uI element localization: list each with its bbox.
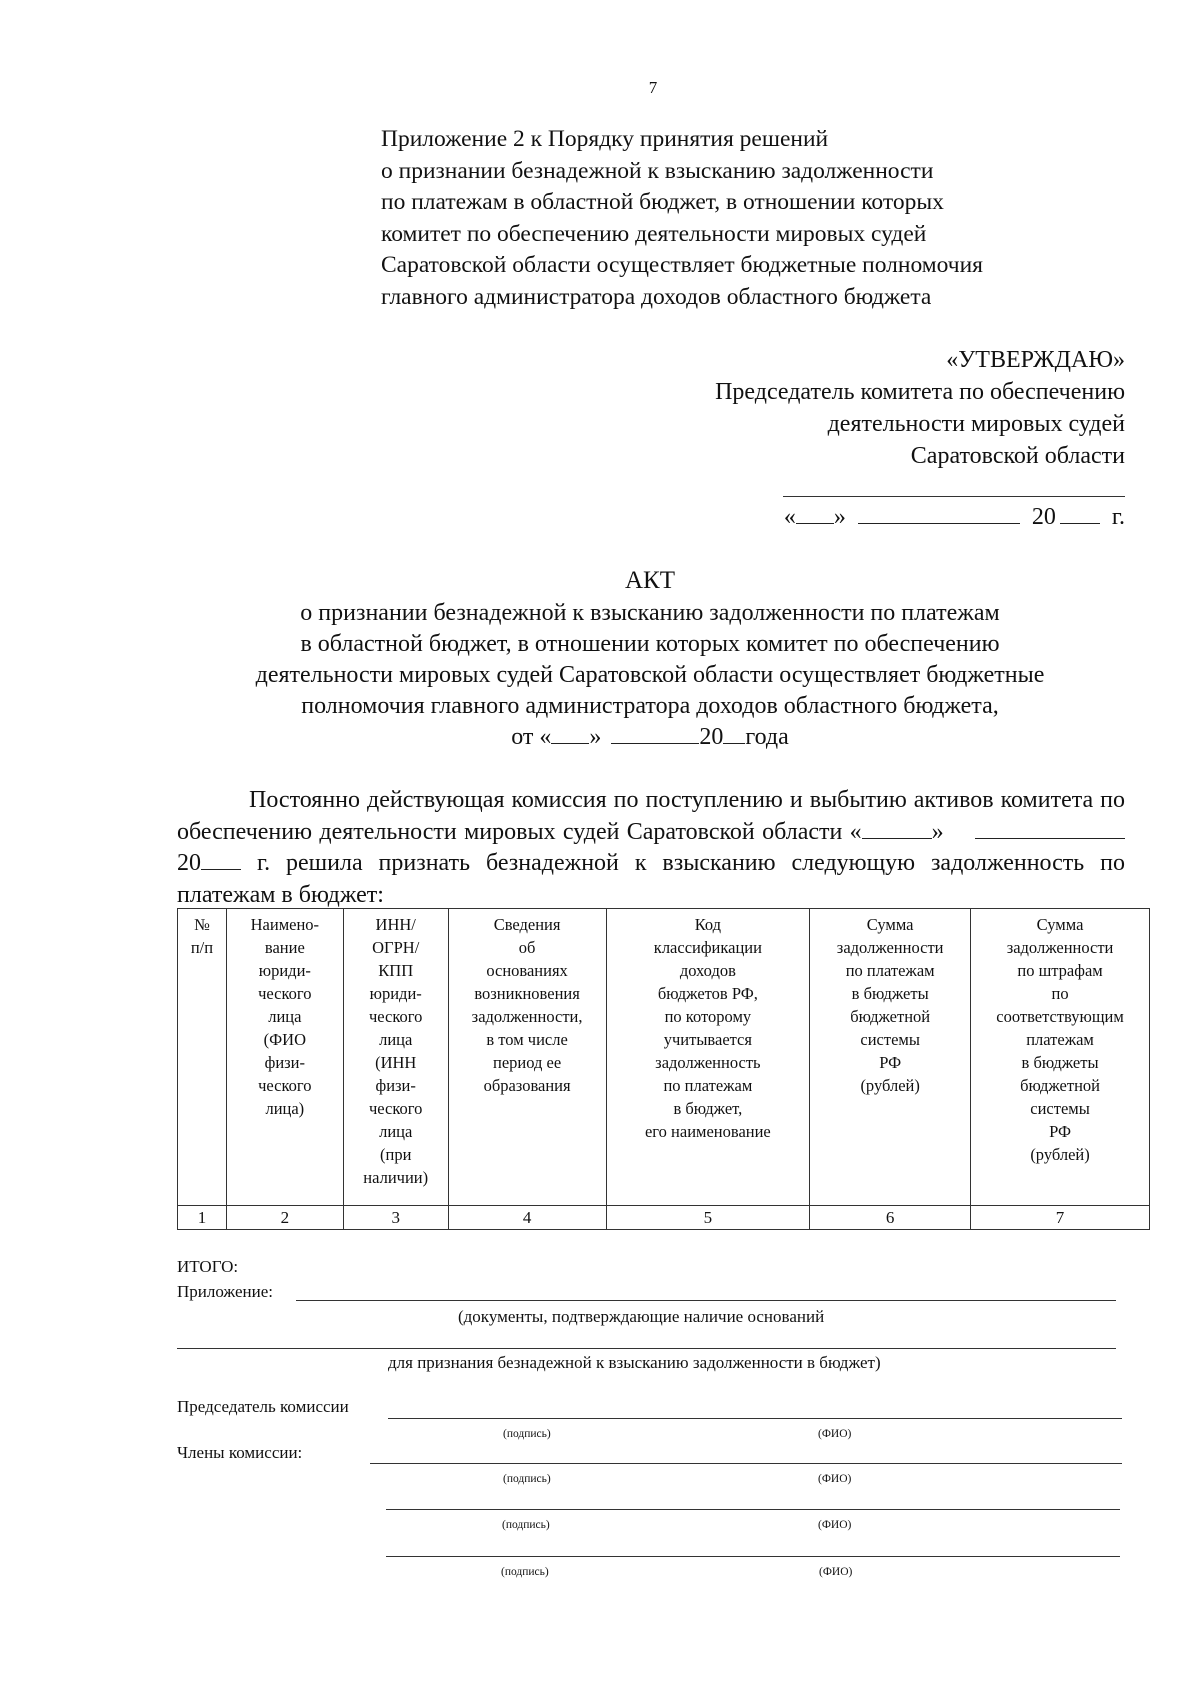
signature-caption: (подпись): [503, 1473, 551, 1485]
header-line: (ИНН: [375, 1053, 417, 1072]
intro-year: 20: [177, 850, 201, 876]
day-blank: [796, 503, 834, 524]
header-number: [178, 909, 227, 1206]
header-sum: [810, 909, 971, 1206]
act-date-year: 20: [699, 724, 724, 750]
member-signature-line: [386, 1556, 1120, 1557]
total-label: ИТОГО:: [177, 1257, 239, 1276]
intro-close-quote: »: [931, 818, 944, 845]
header-line: ческого: [258, 1076, 312, 1095]
debt-table: [177, 908, 1150, 1230]
act-subtitle-line: о признании безнадежной к взысканию задолженности по платежам: [300, 600, 1000, 626]
header-line: ОГРН/: [372, 938, 420, 957]
appendix-note: [381, 124, 983, 313]
act-date-prefix: от «: [511, 724, 552, 750]
act-title: АКТ: [625, 567, 675, 594]
intro-open-quote: «: [849, 818, 862, 845]
members-label: Члены комиссии:: [177, 1443, 303, 1462]
header-line: физи-: [264, 1053, 306, 1072]
col-number: 1: [178, 1206, 227, 1230]
name-caption: (ФИО): [818, 1473, 852, 1485]
header-line: лица: [268, 1007, 302, 1026]
month-blank: [858, 503, 1020, 524]
act-date-close: »: [589, 724, 602, 750]
intro-text-1: Постоянно действующая комиссия по поступлению и выбытию активов комитета по обеспечению деятельности мировых судей Саратовской области: [177, 787, 1125, 845]
act-subtitle-line: деятельности мировых судей Саратовской области осуществляет бюджетные: [255, 662, 1045, 688]
signature-caption: (подпись): [503, 1428, 551, 1440]
header-line: задолженности: [836, 938, 944, 957]
header-line: юриди-: [369, 984, 422, 1003]
appendix-line: Приложение 2 к Порядку принятия решений: [381, 126, 829, 152]
intro-day-blank: [862, 818, 932, 839]
attachment-caption: (документы, подтверждающие наличие оснований: [458, 1307, 825, 1326]
approval-block: [715, 344, 1125, 506]
act-year-blank: [723, 723, 745, 744]
header-line: РФ: [1049, 1122, 1071, 1141]
table-number-row: [178, 1206, 1150, 1230]
approval-date: [784, 503, 1125, 531]
header-line: лица): [265, 1099, 305, 1118]
attachment-line-2: [177, 1348, 1116, 1349]
act-title-block: [160, 565, 1140, 753]
col-number: 6: [810, 1206, 971, 1230]
header-line: ческого: [369, 1099, 423, 1118]
col-number: 4: [448, 1206, 606, 1230]
header-line: доходов: [679, 961, 736, 980]
header-code: [606, 909, 810, 1206]
header-line: РФ: [879, 1053, 902, 1072]
name-caption: (ФИО): [818, 1428, 852, 1440]
act-date: [160, 722, 1140, 753]
header-line: бюджетной: [1020, 1076, 1100, 1095]
header-line: п/п: [190, 938, 214, 957]
signature-caption: (подпись): [502, 1519, 550, 1531]
header-line: бюджетов РФ,: [657, 984, 758, 1003]
header-line: учитывается: [663, 1030, 752, 1049]
header-line: бюджетной: [850, 1007, 931, 1026]
table-header-row: [178, 909, 1150, 1206]
date-year: 20: [1031, 504, 1056, 530]
header-line: (при: [380, 1145, 412, 1164]
header-line: (рублей): [1030, 1145, 1090, 1164]
header-line: классификации: [653, 938, 762, 957]
act-date-suffix: года: [745, 724, 789, 750]
act-subtitle-line: полномочия главного администратора доходов областного бюджета,: [301, 693, 999, 719]
header-inn: [343, 909, 448, 1206]
header-line: по которому: [664, 1007, 752, 1026]
header-line: системы: [1030, 1099, 1090, 1118]
header-line: №: [194, 915, 210, 934]
header-line: ческого: [369, 1007, 423, 1026]
header-line: Сумма: [1036, 915, 1084, 934]
header-line: Код: [694, 915, 722, 934]
signature-caption: (подпись): [501, 1566, 549, 1578]
header-line: задолженности: [1006, 938, 1114, 957]
col-number: 5: [606, 1206, 810, 1230]
col-number: 7: [971, 1206, 1150, 1230]
header-line: лица: [379, 1030, 413, 1049]
year-blank: [1060, 503, 1100, 524]
header-grounds: [448, 909, 606, 1206]
header-line: период ее: [492, 1053, 562, 1072]
intro-paragraph: [177, 785, 1125, 911]
approval-line: деятельности мировых судей: [827, 411, 1125, 437]
col-number: 3: [343, 1206, 448, 1230]
header-line: в бюджеты: [1021, 1053, 1099, 1072]
header-line: задолженности,: [471, 1007, 583, 1026]
intro-year-blank: [201, 849, 241, 870]
chair-label: Председатель комиссии: [177, 1397, 349, 1416]
date-open-quote: «: [783, 504, 796, 530]
header-line: платежам: [1026, 1030, 1094, 1049]
header-line: (рублей): [860, 1076, 920, 1095]
header-line: вание: [264, 938, 305, 957]
header-line: задолженность: [655, 1053, 761, 1072]
act-day-blank: [551, 723, 589, 744]
header-line: по: [1051, 984, 1069, 1003]
date-close-quote: »: [833, 504, 846, 530]
name-caption: (ФИО): [819, 1566, 853, 1578]
header-line: его наименование: [644, 1122, 771, 1141]
approval-heading: «УТВЕРЖДАЮ»: [946, 347, 1125, 373]
act-month-blank: [611, 723, 699, 744]
appendix-line: главного администратора доходов областного бюджета: [381, 283, 932, 310]
header-line: по платежам: [845, 961, 935, 980]
member-signature-line: [370, 1463, 1122, 1464]
header-line: ИНН/: [375, 915, 416, 934]
appendix-line: по платежам в областной бюджет, в отношении которых: [381, 189, 944, 215]
appendix-line: о признании безнадежной к взысканию задолженности: [381, 157, 934, 184]
header-line: соответствующим: [996, 1007, 1124, 1026]
header-line: КПП: [378, 961, 414, 980]
chair-signature-line: [388, 1418, 1122, 1419]
intro-text-2: г. решила признать безнадежной к взысканию следующую задолженность по платежам в бюджет:: [177, 850, 1126, 908]
approval-signature-line: [783, 478, 1125, 497]
appendix-line: комитет по обеспечению деятельности мировых судей: [381, 220, 927, 247]
header-line: по платежам: [663, 1076, 753, 1095]
approval-line: Председатель комитета по обеспечению: [715, 379, 1125, 405]
header-line: Наимено-: [250, 915, 320, 934]
header-line: возникновения: [474, 984, 580, 1003]
header-line: в бюджеты: [851, 984, 929, 1003]
header-line: в бюджет,: [673, 1099, 743, 1118]
header-line: (ФИО: [263, 1030, 307, 1049]
header-line: в том числе: [486, 1030, 568, 1049]
header-line: основаниях: [486, 961, 568, 980]
header-line: об: [518, 938, 536, 957]
col-number: 2: [226, 1206, 343, 1230]
header-line: Сведения: [493, 915, 561, 934]
act-subtitle-line: в областной бюджет, в отношении которых комитет по обеспечению: [300, 631, 1000, 657]
header-name: [226, 909, 343, 1206]
appendix-line: Саратовской области осуществляет бюджетные полномочия: [381, 252, 983, 278]
header-line: системы: [860, 1030, 920, 1049]
approval-line: Саратовской области: [910, 443, 1125, 469]
name-caption: (ФИО): [818, 1519, 852, 1531]
header-line: по штрафам: [1017, 961, 1103, 980]
date-suffix: г.: [1111, 504, 1125, 530]
member-signature-line: [386, 1509, 1120, 1510]
header-line: Сумма: [866, 915, 914, 934]
header-line: физи-: [375, 1076, 416, 1095]
page-number: 7: [648, 78, 658, 97]
header-line: образования: [483, 1076, 571, 1095]
header-fines: [971, 909, 1150, 1206]
header-line: лица: [379, 1122, 413, 1141]
attachment-line: [296, 1300, 1116, 1301]
header-line: юриди-: [258, 961, 311, 980]
intro-month-blank: [975, 818, 1125, 839]
header-line: ческого: [258, 984, 312, 1003]
header-line: наличии): [363, 1168, 429, 1187]
attachment-caption: для признания безнадежной к взысканию задолженности в бюджет): [388, 1353, 881, 1372]
attachment-label: Приложение:: [177, 1282, 273, 1301]
